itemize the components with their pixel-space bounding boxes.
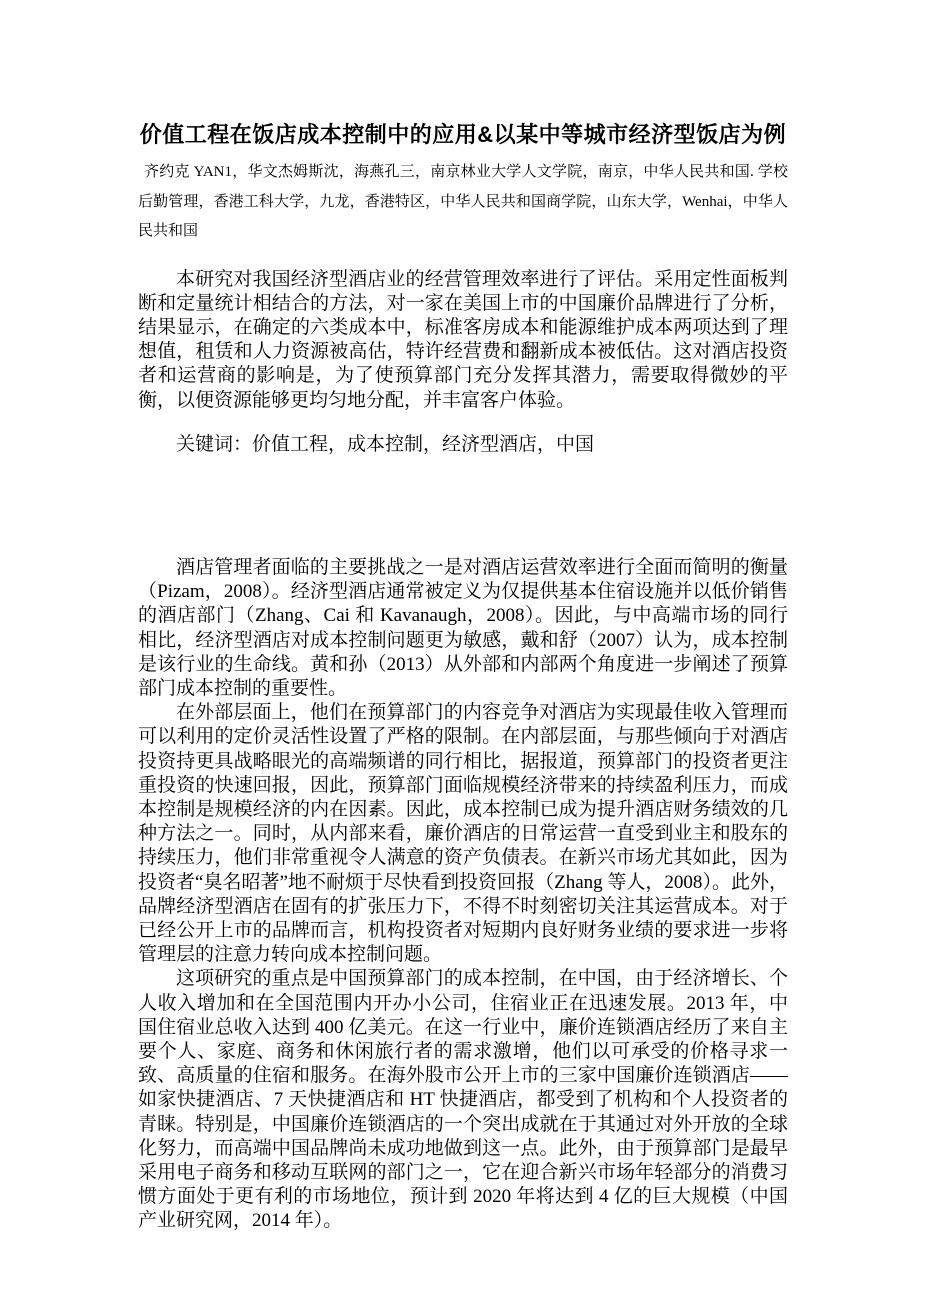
page-content: [138, 121, 788, 1234]
body-paragraph-3: 这项研究的重点是中国预算部门的成本控制，在中国，由于经济增长、个人收入增加和在全国范围内开办小公司，住宿业正在迅速发展。2013 年，中国住宿业总收入达到 400 亿美元。在这一行业中，廉价连锁酒店经历了来自主要个人、家庭、商务和休闲旅行者的需求激增，他们以可承受的价格寻求一致、高质量的住宿和服务。在海外股市公开上市的三家中国廉价连锁酒店——如家快捷酒店、7 天快捷酒店和 HT 快捷酒店，都受到了机构和个人投资者的青睐。特别是，中国廉价连锁酒店的一个突出成就在于其通过对外开放的全球化努力，而高端中国品牌尚未成功地做到这一点。此外，由于预算部门是最早采用电子商务和移动互联网的部门之一，它在迎合新兴市场年轻部分的消费习惯方面处于更有利的市场地位，预计到 2020 年将达到 4 亿的巨大规模（中国产业研究网，2014 年）。: [138, 968, 788, 1232]
paper-title: 价值工程在饭店成本控制中的应用&以某中等城市经济型饭店为例: [139, 122, 787, 147]
abstract-paragraph: 本研究对我国经济型酒店业的经营管理效率进行了评估。采用定性面板判断和定量统计相结合的方法，对一家在美国上市的中国廉价品牌进行了分析，结果显示，在确定的六类成本中，标准客房成本和能源维护成本两项达到了理想值，租赁和人力资源被高估，特许经营费和翻新成本被低估。这对酒店投资者和运营商的影响是，为了使预算部门充分发挥其潜力，需要取得微妙的平衡，以便资源能够更均匀地分配，并丰富客户体验。: [138, 268, 788, 411]
body-paragraph-2: 在外部层面上，他们在预算部门的内容竞争对酒店为实现最佳收入管理而可以利用的定价灵活性设置了严格的限制。在内部层面，与那些倾向于对酒店投资持更具战略眼光的高端频谱的同行相比，据报道，预算部门的投资者更注重投资的快速回报，因此，预算部门面临规模经济带来的持续盈利压力，而成本控制是规模经济的内在因素。因此，成本控制已成为提升酒店财务绩效的几种方法之一。同时，从内部来看，廉价酒店的日常运营一直受到业主和股东的持续压力，他们非常重视令人满意的资产负债表。在新兴市场尤其如此，因为投资者“臭名昭著”地不耐烦于尽快看到投资回报（Zhang 等人，2008）。此外，品牌经济型酒店在固有的扩张压力下，不得不时刻密切关注其运营成本。对于已经公开上市的品牌而言，机构投资者对短期内良好财务业绩的要求进一步将管理层的注意力转向成本控制问题。: [138, 702, 788, 966]
author-affiliation-line: 齐约克 YAN1，华文杰姆斯沈，海燕孔三，南京林业大学人文学院，南京，中华人民共和国. 学校后勤管理，香港工科大学，九龙，香港特区，中华人民共和国商学院，山东大学，Wenhai，中华人民共和国: [138, 164, 788, 239]
keywords-line: 关键词：价值工程，成本控制，经济型酒店，中国: [176, 433, 595, 455]
body-text-block: [138, 556, 788, 1234]
body-paragraph-1: 酒店管理者面临的主要挑战之一是对酒店运营效率进行全面而简明的衡量（Pizam，2008）。经济型酒店通常被定义为仅提供基本住宿设施并以低价销售的酒店部门（Zhang、Cai 和 Kavanaugh，2008）。因此，与中高端市场的同行相比，经济型酒店对成本控制问题更为敏感，戴和舒（2007）认为，成本控制是该行业的生命线。黄和孙（2013）从外部和内部两个角度进一步阐述了预算部门成本控制的重要性。: [138, 556, 788, 699]
